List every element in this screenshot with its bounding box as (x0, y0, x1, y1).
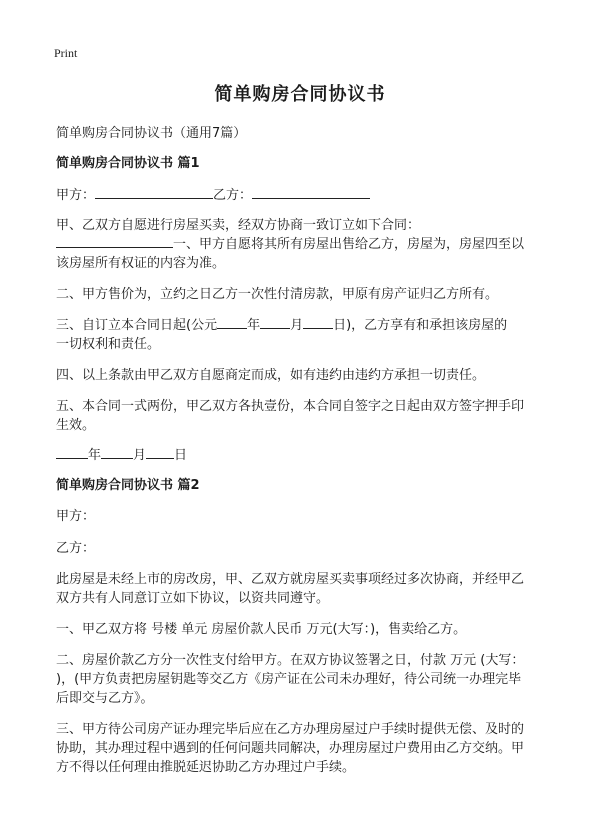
party-a-label: 甲方： (56, 188, 96, 203)
party-b-label: 乙方： (213, 188, 253, 203)
section2-p4-line3: 方不得以任何理由推脱延迟协助乙方办理过户手续。 (56, 760, 356, 775)
section1-heading: 简单购房合同协议书 篇1 (56, 156, 200, 171)
document-subtitle: 简单购房合同协议书（通用7篇） (56, 126, 247, 141)
section1-p5-line2: 生效。 (56, 418, 96, 433)
section1-p4: 四、以上条款由甲乙双方自愿商定而成，如有违约由违约方承担一切责任。 (56, 368, 486, 383)
p3-text-a: 三、自订立本合同日起(公元 (56, 318, 218, 333)
section2-heading: 简单购房合同协议书 篇2 (56, 478, 200, 493)
section1-p1-line2 (56, 233, 524, 252)
section1-p3-line2: 一切权利和责任。 (56, 337, 161, 352)
date-day-blank (146, 446, 174, 459)
section1-parties (56, 184, 370, 203)
date-month: 月 (133, 448, 147, 463)
party-b-blank (252, 186, 370, 199)
p3-month: 月 (290, 318, 304, 333)
date-year: 年 (88, 448, 102, 463)
date-day: 日 (174, 448, 188, 463)
p3-year: 年 (247, 318, 261, 333)
property-blank (56, 235, 173, 248)
section2-party-b: 乙方： (56, 541, 96, 556)
section2-p4-line1: 三、甲方待公司房产证办理完毕后应在乙方办理房屋过户手续时提供无偿、及时的 (56, 722, 525, 737)
section2-party-a: 甲方： (56, 509, 96, 524)
section2-p3-line1: 二、房屋价款乙方分一次性支付给甲方。在双方协议签署之日，付款 万元 (大写： (56, 653, 525, 668)
day-blank (303, 316, 333, 329)
section1-p1-line2-text: 一、甲方自愿将其所有房屋出售给乙方，房屋为，房屋四至以 (173, 237, 525, 252)
section1-p3-line1 (56, 314, 507, 333)
document-title: 简单购房合同协议书 (214, 84, 386, 105)
date-year-blank (56, 446, 88, 459)
section1-p2: 二、甲方售价为，立约之日乙方一次性付清房款，甲原有房产证归乙方所有。 (56, 287, 499, 302)
party-a-blank (95, 186, 213, 199)
section2-p3-line2: )，(甲方负责把房屋钥匙等交乙方《房产证在公司未办理好，待公司统一办理完毕 (56, 672, 522, 687)
section2-p2: 一、甲乙双方将 号楼 单元 房屋价款人民币 万元(大写：)，售卖给乙方。 (56, 622, 467, 637)
year-blank (217, 316, 247, 329)
date-month-blank (101, 446, 133, 459)
section1-date (56, 444, 187, 463)
month-blank (260, 316, 290, 329)
p3-text-d: 日)，乙方享有和承担该房屋的 (333, 318, 508, 333)
section2-p1-line1: 此房屋是未经上市的房改房，甲、乙双方就房屋买卖事项经过多次协商，并经甲乙 (56, 572, 525, 587)
section2-p3-line3: 后即交与乙方》。 (56, 691, 154, 706)
section1-p5-line1: 五、本合同一式两份，甲乙双方各执壹份，本合同自签字之日起由双方签字押手印 (56, 399, 525, 414)
section2-p4-line2: 协助，其办理过程中遇到的任何问题共同解决，办理房屋过户费用由乙方交纳。甲 (56, 741, 525, 756)
section1-p1-line3: 该房屋所有权证的内容为准。 (56, 256, 226, 271)
section1-p1-line1: 甲、乙双方自愿进行房屋买卖，经双方协商一致订立如下合同： (56, 218, 421, 233)
section2-p1-line2: 双方共有人同意订立如下协议，以资共同遵守。 (56, 591, 330, 606)
print-label[interactable]: Print (54, 46, 78, 60)
